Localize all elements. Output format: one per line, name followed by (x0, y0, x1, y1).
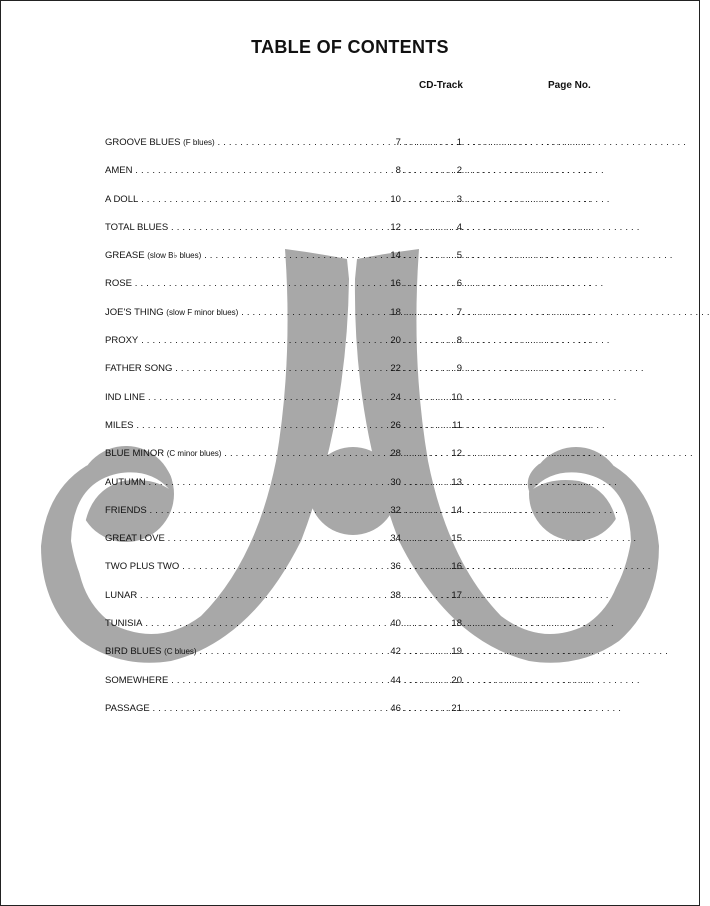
toc-entry-page-number (390, 247, 591, 265)
toc-entry-page-value: 44 (390, 674, 401, 686)
toc-entry-track-number: 3 (456, 193, 462, 205)
toc-entry-page-value: 10 (390, 193, 401, 205)
toc-entry-page-value: 40 (390, 618, 401, 630)
toc-entry[interactable] (105, 275, 591, 303)
toc-entry-page-value: 38 (390, 589, 401, 601)
toc-entry[interactable] (105, 304, 591, 332)
toc-entry-page-value: 18 (390, 306, 401, 318)
toc-entry-track-number: 20 (451, 674, 462, 686)
toc-entry-track-number: 12 (451, 448, 462, 460)
toc-entry-page-number (390, 332, 591, 350)
toc-entry[interactable] (105, 191, 591, 219)
cd-track-column-header: CD-Track (419, 80, 463, 91)
toc-entry[interactable] (105, 502, 591, 530)
toc-entry-page-value: 34 (390, 533, 401, 545)
toc-entry-title: A DOLL (105, 193, 139, 205)
toc-entry[interactable] (105, 672, 591, 700)
toc-entry-track-number: 21 (451, 702, 462, 714)
toc-entry[interactable] (105, 643, 591, 671)
toc-entry-title: GROOVE BLUES (105, 137, 181, 148)
toc-entry[interactable] (105, 445, 591, 473)
toc-entry-title: FATHER SONG (105, 363, 173, 375)
toc-entry-page-value: 8 (395, 165, 401, 177)
toc-entry-page-value: 12 (390, 221, 401, 233)
toc-entry-page-value: 20 (390, 335, 401, 347)
toc-entry[interactable] (105, 558, 591, 586)
toc-entry-page-number (390, 275, 591, 293)
toc-entry-title: AMEN (105, 165, 133, 177)
toc-entry-note: (slow F minor blues) (166, 307, 239, 317)
toc-entry[interactable] (105, 417, 591, 445)
toc-entry[interactable] (105, 134, 591, 162)
toc-entry-track-number: 16 (451, 561, 462, 573)
toc-entry-title: BLUE MINOR (105, 448, 165, 460)
toc-entry[interactable] (105, 162, 591, 190)
toc-entry-title: GREAT LOVE (105, 533, 165, 545)
toc-entry-page-value: 32 (390, 504, 401, 516)
toc-entry-page-number (390, 360, 591, 378)
toc-entry-title: FRIENDS (105, 504, 147, 516)
toc-entry-title: MILES (105, 419, 134, 431)
toc-entry-title: PROXY (105, 335, 139, 347)
toc-entry-title: TUNISIA (105, 618, 143, 630)
toc-entry[interactable] (105, 360, 591, 388)
toc-entry-track-number: 4 (456, 221, 462, 233)
toc-entry-title: ROSE (105, 278, 132, 290)
toc-entry-page-number (390, 304, 591, 322)
toc-entry-title: TOTAL BLUES (105, 221, 169, 233)
toc-entry-track-number: 10 (451, 391, 462, 403)
toc-entry-title: GREASE (105, 250, 145, 262)
toc-entry-page-value: 16 (390, 278, 401, 290)
toc-entry-title: TWO PLUS TWO (105, 561, 180, 573)
toc-entry-note: (C blues) (164, 647, 197, 657)
toc-entry[interactable] (105, 389, 591, 417)
toc-entry[interactable] (105, 587, 591, 615)
toc-entry-page-value: 26 (390, 419, 401, 431)
toc-entry-title: PASSAGE (105, 702, 150, 714)
toc-entry-track-number: 9 (456, 363, 462, 375)
toc-entry-page-value: 42 (390, 646, 401, 658)
toc-entry-note: (C minor blues) (166, 449, 222, 459)
toc-entry-note: (F blues) (183, 138, 215, 147)
toc-entry-track-number: 6 (456, 278, 462, 290)
toc-entry[interactable] (105, 332, 591, 360)
toc-entry-page-value: 30 (390, 476, 401, 488)
toc-entry-page-number (395, 134, 591, 152)
toc-entry-title: BIRD BLUES (105, 646, 162, 658)
table-of-contents-list (105, 134, 591, 728)
toc-entry[interactable] (105, 474, 591, 502)
toc-entry-track-number: 18 (451, 618, 462, 630)
toc-entry-track-number: 13 (451, 476, 462, 488)
toc-entry-page-value: 7 (395, 137, 401, 148)
toc-entry-track-number: 15 (451, 533, 462, 545)
toc-entry[interactable] (105, 530, 591, 558)
toc-entry[interactable] (105, 700, 591, 728)
toc-entry-track-number: 11 (452, 419, 462, 431)
toc-entry-page-value: 14 (390, 250, 401, 262)
toc-entry-page-value: 36 (390, 561, 401, 573)
toc-entry-track-number: 17 (451, 589, 462, 601)
toc-entry-page-value: 22 (390, 363, 401, 375)
toc-entry-track-number: 14 (451, 504, 462, 516)
toc-entry-note: (slow B♭ blues) (147, 251, 202, 261)
toc-entry-page-number (390, 219, 591, 237)
toc-entry-page-number (390, 191, 591, 209)
toc-entry-page-value: 24 (390, 391, 401, 403)
toc-entry-track-number: 7 (456, 306, 462, 318)
toc-entry[interactable] (105, 219, 591, 247)
toc-entry-title: AUTUMN (105, 476, 146, 488)
toc-entry-page-number (395, 162, 591, 180)
toc-entry[interactable] (105, 247, 591, 275)
toc-entry-title: IND LINE (105, 391, 146, 403)
toc-entry-title: JOE'S THING (105, 306, 164, 318)
toc-entry-track-number: 5 (456, 250, 462, 262)
toc-entry-track-number: 2 (456, 165, 462, 177)
toc-entry-track-number: 1 (456, 137, 462, 148)
page-number-column-header: Page No. (548, 80, 591, 91)
page-title: TABLE OF CONTENTS (251, 37, 449, 57)
toc-entry-page-value: 46 (390, 702, 401, 714)
toc-entry-track-number: 8 (456, 335, 462, 347)
toc-entry-title: LUNAR (105, 589, 138, 601)
toc-entry-title: SOMEWHERE (105, 674, 169, 686)
toc-entry-track-number: 19 (451, 646, 462, 658)
toc-entry-page-value: 28 (390, 448, 401, 460)
toc-entry[interactable] (105, 615, 591, 643)
